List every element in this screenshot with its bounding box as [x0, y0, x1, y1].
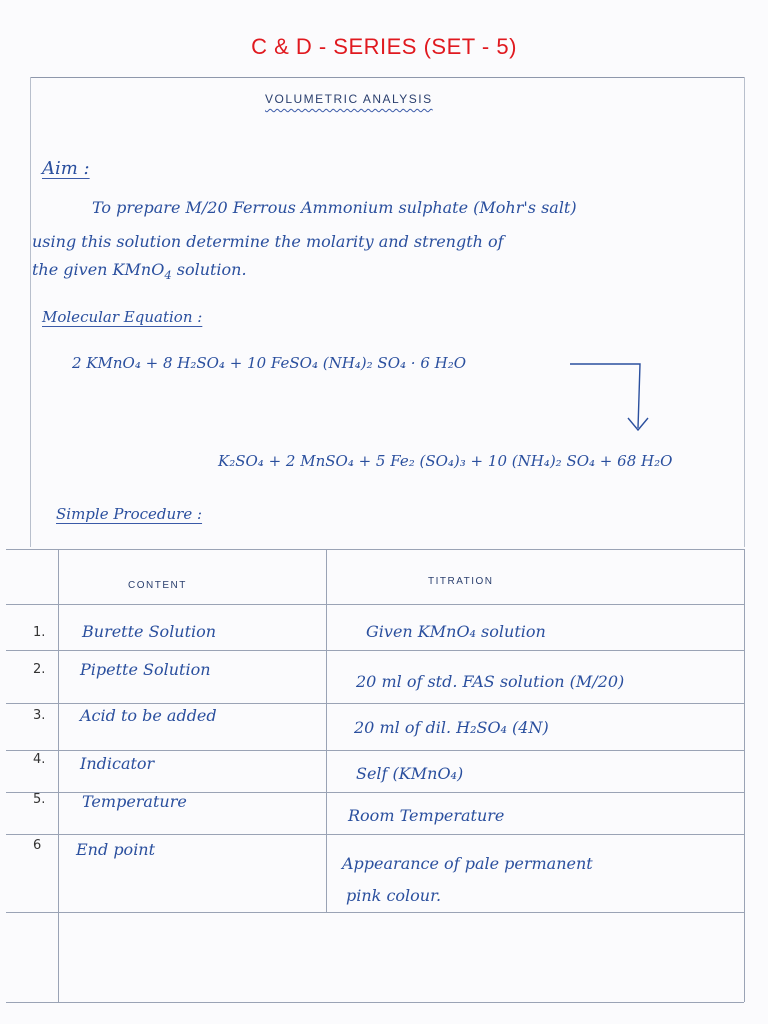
- aim-line-3-sub: 4: [164, 268, 172, 283]
- row-content: End point: [76, 840, 156, 859]
- aim-line-3-post: solution.: [171, 260, 247, 279]
- row-titration: Given KMnO₄ solution: [366, 622, 546, 641]
- table-top-rule: [6, 549, 744, 550]
- row-content: Temperature: [82, 792, 187, 811]
- row-number: 4.: [33, 752, 46, 767]
- row-content: Acid to be added: [80, 706, 217, 725]
- row-rule-2: [6, 703, 744, 704]
- procedure-heading: Simple Procedure :: [56, 505, 203, 523]
- page-title: C & D - SERIES (SET - 5): [251, 34, 517, 59]
- row-number: 3.: [33, 708, 46, 723]
- right-margin-line: [744, 77, 745, 547]
- table-bottom-rule: [6, 1002, 744, 1003]
- aim-line-3: [32, 260, 247, 282]
- row-titration: 20 ml of dil. H₂SO₄ (4N): [354, 718, 549, 737]
- row-content: Indicator: [80, 754, 155, 773]
- section-subtitle: VOLUMETRIC ANALYSIS: [265, 92, 433, 106]
- row-number: 1.: [33, 625, 46, 640]
- column-header-content: CONTENT: [128, 580, 187, 591]
- row-number: 6: [33, 838, 42, 853]
- row-content: Burette Solution: [82, 622, 217, 641]
- row-titration: Appearance of pale permanent: [342, 854, 593, 873]
- header-rule: [30, 77, 744, 78]
- aim-line-3-pre: the given KMnO: [32, 260, 165, 279]
- row-titration: 20 ml of std. FAS solution (M/20): [356, 672, 625, 691]
- reaction-arrow: [570, 356, 650, 436]
- table-right-rule: [744, 549, 745, 1002]
- row-content: Pipette Solution: [80, 660, 211, 679]
- margin-line: [30, 77, 31, 547]
- equation-reactants: 2 KMnO₄ + 8 H₂SO₄ + 10 FeSO₄ (NH₄)₂ SO₄ · 6 H₂O: [72, 354, 467, 372]
- equation-heading: Molecular Equation :: [42, 308, 203, 326]
- aim-line-1: To prepare M/20 Ferrous Ammonium sulphate (Mohr's salt): [92, 198, 577, 217]
- row-rule-5: [6, 834, 744, 835]
- table-col-rule-2: [326, 549, 327, 912]
- row-rule-1: [6, 650, 744, 651]
- row-titration: Self (KMnO₄): [356, 764, 464, 783]
- row-titration-continued: pink colour.: [346, 886, 442, 905]
- row-number: 5.: [33, 792, 46, 807]
- equation-products: K₂SO₄ + 2 MnSO₄ + 5 Fe₂ (SO₄)₃ + 10 (NH₄)₂ SO₄ + 68 H₂O: [218, 452, 673, 470]
- row-rule-3: [6, 750, 744, 751]
- aim-heading: Aim :: [42, 158, 90, 179]
- row-titration: Room Temperature: [348, 806, 505, 825]
- column-header-titration: TITRATION: [428, 576, 494, 587]
- table-header-rule: [6, 604, 744, 605]
- aim-line-2: using this solution determine the molarity and strength of: [32, 232, 504, 251]
- row-rule-6: [6, 912, 744, 913]
- table-col-rule-1: [58, 549, 59, 1002]
- row-number: 2.: [33, 662, 46, 677]
